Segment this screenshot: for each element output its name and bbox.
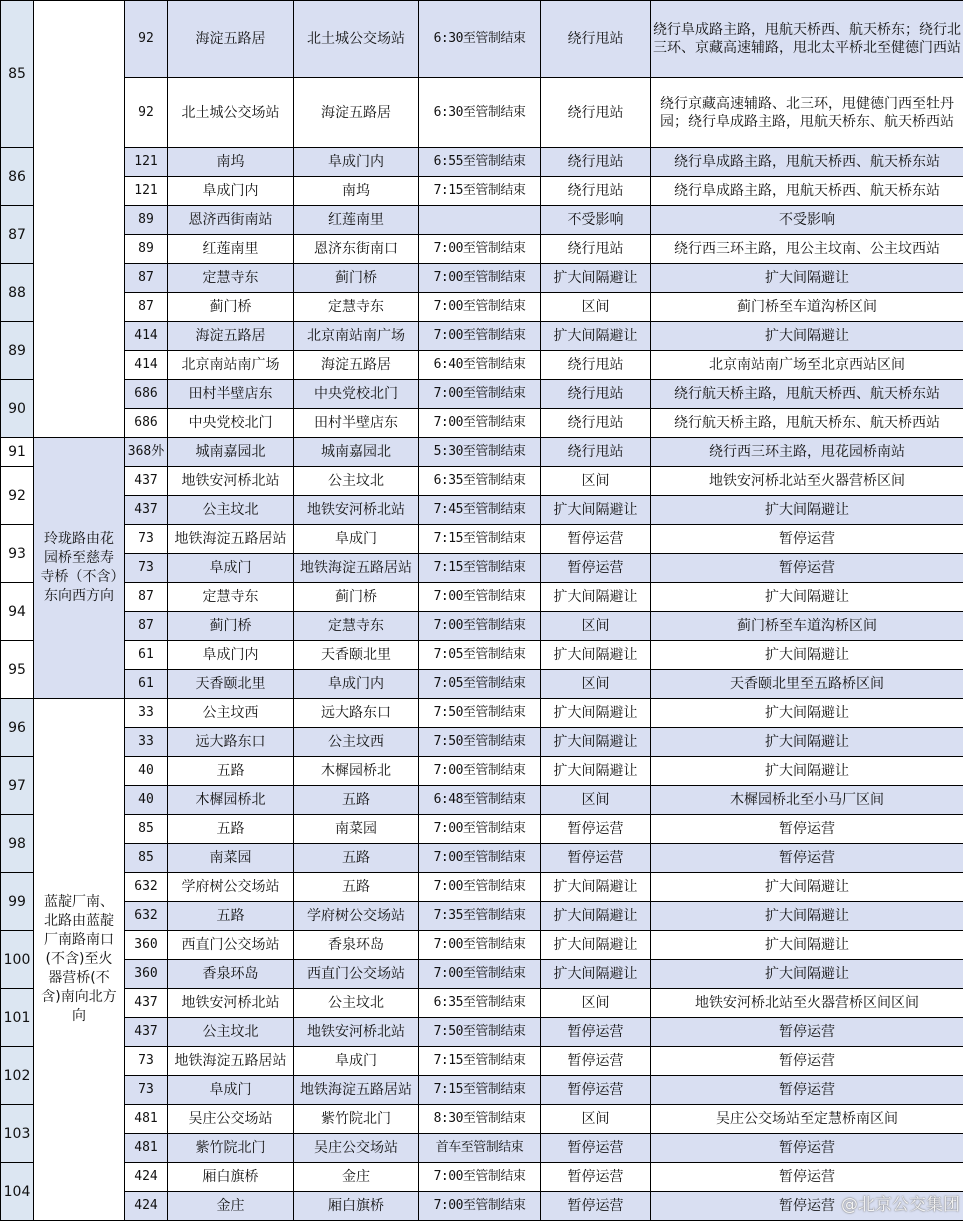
adjustment-mode: 绕行甩站	[541, 148, 651, 177]
time-range: 7:00至管制结束	[419, 380, 541, 409]
adjustment-detail: 暂停运营	[651, 1076, 963, 1105]
route-number: 92	[125, 78, 168, 148]
route-number: 33	[125, 728, 168, 757]
route-number: 481	[125, 1105, 168, 1134]
terminal-stop: 恩济东街南口	[294, 235, 419, 264]
time-range: 7:00至管制结束	[419, 931, 541, 960]
route-number: 437	[125, 496, 168, 525]
row-index: 92	[1, 467, 34, 525]
origin-stop: 北京南站南广场	[168, 351, 294, 380]
adjustment-mode: 暂停运营	[541, 525, 651, 554]
route-number: 40	[125, 757, 168, 786]
table-row	[1, 786, 963, 815]
origin-stop: 地铁安河桥北站	[168, 989, 294, 1018]
time-range: 7:05至管制结束	[419, 670, 541, 699]
adjustment-mode: 暂停运营	[541, 1192, 651, 1221]
origin-stop: 地铁安河桥北站	[168, 467, 294, 496]
time-range: 6:55至管制结束	[419, 148, 541, 177]
adjustment-detail: 绕行航天桥主路，甩航天桥东、航天桥西站	[651, 409, 963, 438]
row-index: 102	[1, 1047, 34, 1105]
adjustment-detail: 北京南站南广场至北京西站区间	[651, 351, 963, 380]
terminal-stop: 北京南站南广场	[294, 322, 419, 351]
terminal-stop: 中央党校北门	[294, 380, 419, 409]
origin-stop: 金庄	[168, 1192, 294, 1221]
adjustment-detail: 蓟门桥至车道沟桥区间	[651, 293, 963, 322]
adjustment-mode: 暂停运营	[541, 1163, 651, 1192]
origin-stop: 远大路东口	[168, 728, 294, 757]
adjustment-detail: 暂停运营	[651, 1192, 963, 1221]
time-range: 7:00至管制结束	[419, 844, 541, 873]
adjustment-mode: 扩大间隔避让	[541, 264, 651, 293]
terminal-stop: 阜成门	[294, 1047, 419, 1076]
terminal-stop: 地铁海淀五路居站	[294, 554, 419, 583]
adjustment-mode: 区间	[541, 293, 651, 322]
route-number: 85	[125, 815, 168, 844]
adjustment-mode: 扩大间隔避让	[541, 583, 651, 612]
adjustment-mode: 绕行甩站	[541, 438, 651, 467]
adjustment-detail: 扩大间隔避让	[651, 873, 963, 902]
terminal-stop: 北土城公交场站	[294, 1, 419, 78]
table-row	[1, 1047, 963, 1076]
origin-stop: 阜成门内	[168, 177, 294, 206]
adjustment-mode: 暂停运营	[541, 554, 651, 583]
time-range: 7:15至管制结束	[419, 1047, 541, 1076]
row-index: 87	[1, 206, 34, 264]
terminal-stop: 地铁安河桥北站	[294, 1018, 419, 1047]
terminal-stop: 五路	[294, 873, 419, 902]
route-number: 40	[125, 786, 168, 815]
adjustment-detail: 扩大间隔避让	[651, 757, 963, 786]
adjustment-detail: 天香颐北里至五路桥区间	[651, 670, 963, 699]
adjustment-mode: 暂停运营	[541, 1018, 651, 1047]
time-range: 7:00至管制结束	[419, 322, 541, 351]
terminal-stop: 阜成门内	[294, 670, 419, 699]
time-range: 7:00至管制结束	[419, 293, 541, 322]
origin-stop: 公主坟北	[168, 1018, 294, 1047]
time-range: 7:15至管制结束	[419, 525, 541, 554]
adjustment-mode: 扩大间隔避让	[541, 496, 651, 525]
origin-stop: 地铁海淀五路居站	[168, 525, 294, 554]
adjustment-mode: 暂停运营	[541, 1047, 651, 1076]
adjustment-mode: 扩大间隔避让	[541, 641, 651, 670]
adjustment-detail: 绕行阜成路主路，甩航天桥西、航天桥东站	[651, 177, 963, 206]
table-row	[1, 960, 963, 989]
time-range: 7:45至管制结束	[419, 496, 541, 525]
route-number: 92	[125, 1, 168, 78]
adjustment-detail: 绕行京藏高速辅路、北三环，甩健德门西至牡丹园；绕行阜成路主路，甩航天桥东、航天桥西站	[651, 78, 963, 148]
adjustment-mode: 扩大间隔避让	[541, 931, 651, 960]
table-row	[1, 699, 963, 728]
origin-stop: 海淀五路居	[168, 322, 294, 351]
row-index: 94	[1, 583, 34, 641]
table-row	[1, 78, 963, 148]
origin-stop: 恩济西街南站	[168, 206, 294, 235]
adjustment-mode: 绕行甩站	[541, 177, 651, 206]
time-range: 7:00至管制结束	[419, 1192, 541, 1221]
row-index: 104	[1, 1163, 34, 1221]
adjustment-detail: 暂停运营	[651, 1018, 963, 1047]
weibo-watermark: @北京公交集团	[841, 1196, 960, 1214]
route-number: 89	[125, 235, 168, 264]
origin-stop: 田村半壁店东	[168, 380, 294, 409]
terminal-stop: 公主坟北	[294, 467, 419, 496]
adjustment-mode: 暂停运营	[541, 815, 651, 844]
origin-stop: 蓟门桥	[168, 612, 294, 641]
terminal-stop: 地铁安河桥北站	[294, 496, 419, 525]
time-range: 6:35至管制结束	[419, 989, 541, 1018]
adjustment-mode: 暂停运营	[541, 844, 651, 873]
adjustment-detail: 吴庄公交场站至定慧桥南区间	[651, 1105, 963, 1134]
table-row	[1, 235, 963, 264]
route-number: 686	[125, 380, 168, 409]
row-index: 96	[1, 699, 34, 757]
row-index: 101	[1, 989, 34, 1047]
origin-stop: 公主坟西	[168, 699, 294, 728]
origin-stop: 五路	[168, 815, 294, 844]
table-row	[1, 148, 963, 177]
time-range: 7:00至管制结束	[419, 612, 541, 641]
table-row	[1, 409, 963, 438]
row-index: 93	[1, 525, 34, 583]
adjustment-detail: 蓟门桥至车道沟桥区间	[651, 612, 963, 641]
terminal-stop: 城南嘉园北	[294, 438, 419, 467]
time-range: 7:50至管制结束	[419, 728, 541, 757]
adjustment-detail: 暂停运营	[651, 554, 963, 583]
terminal-stop: 西直门公交场站	[294, 960, 419, 989]
road-section: 蓝靛厂南、北路由蓝靛厂南路南口(不含)至火器营桥(不含)南向北方向	[34, 699, 125, 1221]
time-range: 7:15至管制结束	[419, 554, 541, 583]
route-number: 437	[125, 467, 168, 496]
adjustment-mode: 区间	[541, 989, 651, 1018]
row-index: 97	[1, 757, 34, 815]
route-number: 87	[125, 583, 168, 612]
origin-stop: 五路	[168, 757, 294, 786]
time-range	[419, 206, 541, 235]
adjustment-mode: 绕行甩站	[541, 1, 651, 78]
route-number: 437	[125, 989, 168, 1018]
origin-stop: 地铁海淀五路居站	[168, 1047, 294, 1076]
time-range: 7:00至管制结束	[419, 409, 541, 438]
terminal-stop: 阜成门内	[294, 148, 419, 177]
table-row	[1, 177, 963, 206]
adjustment-detail: 扩大间隔避让	[651, 496, 963, 525]
origin-stop: 城南嘉园北	[168, 438, 294, 467]
table-row	[1, 264, 963, 293]
terminal-stop: 学府树公交场站	[294, 902, 419, 931]
route-number: 87	[125, 264, 168, 293]
adjustment-detail: 扩大间隔避让	[651, 583, 963, 612]
terminal-stop: 地铁海淀五路居站	[294, 1076, 419, 1105]
adjustment-mode: 区间	[541, 467, 651, 496]
terminal-stop: 定慧寺东	[294, 612, 419, 641]
route-number: 632	[125, 902, 168, 931]
table-row	[1, 641, 963, 670]
route-number: 414	[125, 322, 168, 351]
route-number: 368外	[125, 438, 168, 467]
adjustment-mode: 绕行甩站	[541, 380, 651, 409]
adjustment-mode: 区间	[541, 1105, 651, 1134]
table-row	[1, 1134, 963, 1163]
time-range: 7:00至管制结束	[419, 873, 541, 902]
table-row	[1, 931, 963, 960]
terminal-stop: 远大路东口	[294, 699, 419, 728]
time-range: 8:30至管制结束	[419, 1105, 541, 1134]
adjustment-detail: 暂停运营	[651, 1047, 963, 1076]
terminal-stop: 蓟门桥	[294, 583, 419, 612]
row-index: 99	[1, 873, 34, 931]
terminal-stop: 海淀五路居	[294, 78, 419, 148]
origin-stop: 吴庄公交场站	[168, 1105, 294, 1134]
table-row	[1, 728, 963, 757]
adjustment-mode: 绕行甩站	[541, 409, 651, 438]
adjustment-detail: 绕行西三环主路，甩公主坟南、公主坟西站	[651, 235, 963, 264]
origin-stop: 天香颐北里	[168, 670, 294, 699]
terminal-stop: 五路	[294, 844, 419, 873]
table-row	[1, 844, 963, 873]
table-row	[1, 670, 963, 699]
adjustment-mode: 暂停运营	[541, 1134, 651, 1163]
terminal-stop: 阜成门	[294, 525, 419, 554]
adjustment-detail: 绕行阜成路主路，甩航天桥西、航天桥东；绕行北三环、京藏高速辅路，甩北太平桥北至健德门西站	[651, 1, 963, 78]
route-number: 632	[125, 873, 168, 902]
row-index: 85	[1, 1, 34, 148]
route-number: 481	[125, 1134, 168, 1163]
adjustment-detail: 地铁安河桥北站至火器营桥区间	[651, 467, 963, 496]
origin-stop: 南坞	[168, 148, 294, 177]
route-number: 424	[125, 1192, 168, 1221]
time-range: 7:00至管制结束	[419, 960, 541, 989]
terminal-stop: 南菜园	[294, 815, 419, 844]
table-row	[1, 757, 963, 786]
time-range: 7:00至管制结束	[419, 235, 541, 264]
table-row	[1, 467, 963, 496]
terminal-stop: 金庄	[294, 1163, 419, 1192]
origin-stop: 红莲南里	[168, 235, 294, 264]
route-number: 360	[125, 960, 168, 989]
row-index: 90	[1, 380, 34, 438]
origin-stop: 定慧寺东	[168, 264, 294, 293]
adjustment-detail: 暂停运营	[651, 1134, 963, 1163]
adjustment-mode: 扩大间隔避让	[541, 699, 651, 728]
terminal-stop: 公主坟西	[294, 728, 419, 757]
row-index: 88	[1, 264, 34, 322]
adjustment-mode: 区间	[541, 670, 651, 699]
origin-stop: 阜成门	[168, 1076, 294, 1105]
terminal-stop: 蓟门桥	[294, 264, 419, 293]
row-index: 86	[1, 148, 34, 206]
time-range: 7:00至管制结束	[419, 1163, 541, 1192]
origin-stop: 海淀五路居	[168, 1, 294, 78]
adjustment-mode: 绕行甩站	[541, 235, 651, 264]
table-row	[1, 525, 963, 554]
route-number: 61	[125, 670, 168, 699]
route-number: 414	[125, 351, 168, 380]
adjustment-detail: 扩大间隔避让	[651, 728, 963, 757]
route-number: 73	[125, 1076, 168, 1105]
row-index: 95	[1, 641, 34, 699]
time-range: 7:05至管制结束	[419, 641, 541, 670]
time-range: 6:48至管制结束	[419, 786, 541, 815]
terminal-stop: 五路	[294, 786, 419, 815]
adjustment-detail: 扩大间隔避让	[651, 960, 963, 989]
table-row	[1, 902, 963, 931]
adjustment-detail: 木樨园桥北至小马厂区间	[651, 786, 963, 815]
adjustment-mode: 扩大间隔避让	[541, 728, 651, 757]
route-number: 360	[125, 931, 168, 960]
terminal-stop: 公主坟北	[294, 989, 419, 1018]
time-range: 6:40至管制结束	[419, 351, 541, 380]
time-range: 7:00至管制结束	[419, 583, 541, 612]
terminal-stop: 紫竹院北门	[294, 1105, 419, 1134]
table-row	[1, 496, 963, 525]
adjustment-detail: 扩大间隔避让	[651, 264, 963, 293]
adjustment-detail: 绕行航天桥主路，甩航天桥西、航天桥东站	[651, 380, 963, 409]
terminal-stop: 定慧寺东	[294, 293, 419, 322]
route-number: 33	[125, 699, 168, 728]
origin-stop: 阜成门内	[168, 641, 294, 670]
route-number: 686	[125, 409, 168, 438]
adjustment-detail: 扩大间隔避让	[651, 641, 963, 670]
route-number: 424	[125, 1163, 168, 1192]
table-row	[1, 438, 963, 467]
table-row	[1, 1163, 963, 1192]
adjustment-detail: 不受影响	[651, 206, 963, 235]
table-row	[1, 873, 963, 902]
origin-stop: 木樨园桥北	[168, 786, 294, 815]
adjustment-mode: 区间	[541, 612, 651, 641]
time-range: 7:50至管制结束	[419, 1018, 541, 1047]
adjustment-mode: 扩大间隔避让	[541, 757, 651, 786]
route-number: 73	[125, 554, 168, 583]
table-row	[1, 612, 963, 641]
adjustment-detail: 暂停运营	[651, 844, 963, 873]
road-section: 玲珑路由花园桥至慈寿寺桥（不含）东向西方向	[34, 438, 125, 699]
origin-stop: 北土城公交场站	[168, 78, 294, 148]
route-number: 73	[125, 1047, 168, 1076]
road-section	[34, 1, 125, 438]
time-range: 6:35至管制结束	[419, 467, 541, 496]
table-row	[1, 1105, 963, 1134]
adjustment-mode: 暂停运营	[541, 1076, 651, 1105]
table-row	[1, 351, 963, 380]
origin-stop: 南菜园	[168, 844, 294, 873]
time-range: 7:00至管制结束	[419, 757, 541, 786]
route-number: 87	[125, 293, 168, 322]
adjustment-detail: 暂停运营	[651, 1163, 963, 1192]
adjustment-mode: 不受影响	[541, 206, 651, 235]
table-row	[1, 206, 963, 235]
time-range: 5:30至管制结束	[419, 438, 541, 467]
route-number: 121	[125, 177, 168, 206]
time-range: 7:15至管制结束	[419, 177, 541, 206]
route-number: 437	[125, 1018, 168, 1047]
terminal-stop: 海淀五路居	[294, 351, 419, 380]
adjustment-detail: 扩大间隔避让	[651, 699, 963, 728]
table-row	[1, 380, 963, 409]
time-range: 首车至管制结束	[419, 1134, 541, 1163]
terminal-stop: 南坞	[294, 177, 419, 206]
adjustment-mode: 区间	[541, 786, 651, 815]
origin-stop: 西直门公交场站	[168, 931, 294, 960]
row-index: 100	[1, 931, 34, 989]
adjustment-detail: 扩大间隔避让	[651, 902, 963, 931]
adjustment-mode: 绕行甩站	[541, 78, 651, 148]
table-row	[1, 1018, 963, 1047]
origin-stop: 五路	[168, 902, 294, 931]
time-range: 7:00至管制结束	[419, 264, 541, 293]
time-range: 6:30至管制结束	[419, 1, 541, 78]
table-row	[1, 1, 963, 78]
route-number: 73	[125, 525, 168, 554]
table-row	[1, 989, 963, 1018]
adjustment-mode: 扩大间隔避让	[541, 902, 651, 931]
origin-stop: 中央党校北门	[168, 409, 294, 438]
table-row	[1, 293, 963, 322]
origin-stop: 厢白旗桥	[168, 1163, 294, 1192]
adjustment-mode: 扩大间隔避让	[541, 873, 651, 902]
time-range: 6:30至管制结束	[419, 78, 541, 148]
adjustment-mode: 扩大间隔避让	[541, 960, 651, 989]
table-row	[1, 322, 963, 351]
terminal-stop: 木樨园桥北	[294, 757, 419, 786]
table-row	[1, 583, 963, 612]
terminal-stop: 吴庄公交场站	[294, 1134, 419, 1163]
time-range: 7:50至管制结束	[419, 699, 541, 728]
row-index: 98	[1, 815, 34, 873]
origin-stop: 阜成门	[168, 554, 294, 583]
route-number: 89	[125, 206, 168, 235]
origin-stop: 定慧寺东	[168, 583, 294, 612]
route-number: 121	[125, 148, 168, 177]
time-range: 7:00至管制结束	[419, 815, 541, 844]
row-index: 89	[1, 322, 34, 380]
origin-stop: 紫竹院北门	[168, 1134, 294, 1163]
route-number: 85	[125, 844, 168, 873]
time-range: 7:15至管制结束	[419, 1076, 541, 1105]
terminal-stop: 香泉环岛	[294, 931, 419, 960]
adjustment-mode: 扩大间隔避让	[541, 322, 651, 351]
adjustment-detail: 暂停运营	[651, 815, 963, 844]
origin-stop: 香泉环岛	[168, 960, 294, 989]
adjustment-detail: 绕行阜成路主路，甩航天桥西、航天桥东站	[651, 148, 963, 177]
row-index: 103	[1, 1105, 34, 1163]
table-row	[1, 1076, 963, 1105]
terminal-stop: 红莲南里	[294, 206, 419, 235]
row-index: 91	[1, 438, 34, 467]
adjustment-detail: 扩大间隔避让	[651, 322, 963, 351]
table-row	[1, 1192, 963, 1221]
route-number: 61	[125, 641, 168, 670]
table-row	[1, 815, 963, 844]
origin-stop: 蓟门桥	[168, 293, 294, 322]
route-number: 87	[125, 612, 168, 641]
adjustment-detail: 地铁安河桥北站至火器营桥区间区间	[651, 989, 963, 1018]
time-range: 7:35至管制结束	[419, 902, 541, 931]
origin-stop: 公主坟北	[168, 496, 294, 525]
terminal-stop: 厢白旗桥	[294, 1192, 419, 1221]
adjustment-detail: 扩大间隔避让	[651, 931, 963, 960]
table-row	[1, 554, 963, 583]
origin-stop: 学府树公交场站	[168, 873, 294, 902]
adjustment-detail: 绕行西三环主路，甩花园桥南站	[651, 438, 963, 467]
terminal-stop: 田村半壁店东	[294, 409, 419, 438]
adjustment-mode: 绕行甩站	[541, 351, 651, 380]
adjustment-detail: 暂停运营	[651, 525, 963, 554]
terminal-stop: 天香颐北里	[294, 641, 419, 670]
